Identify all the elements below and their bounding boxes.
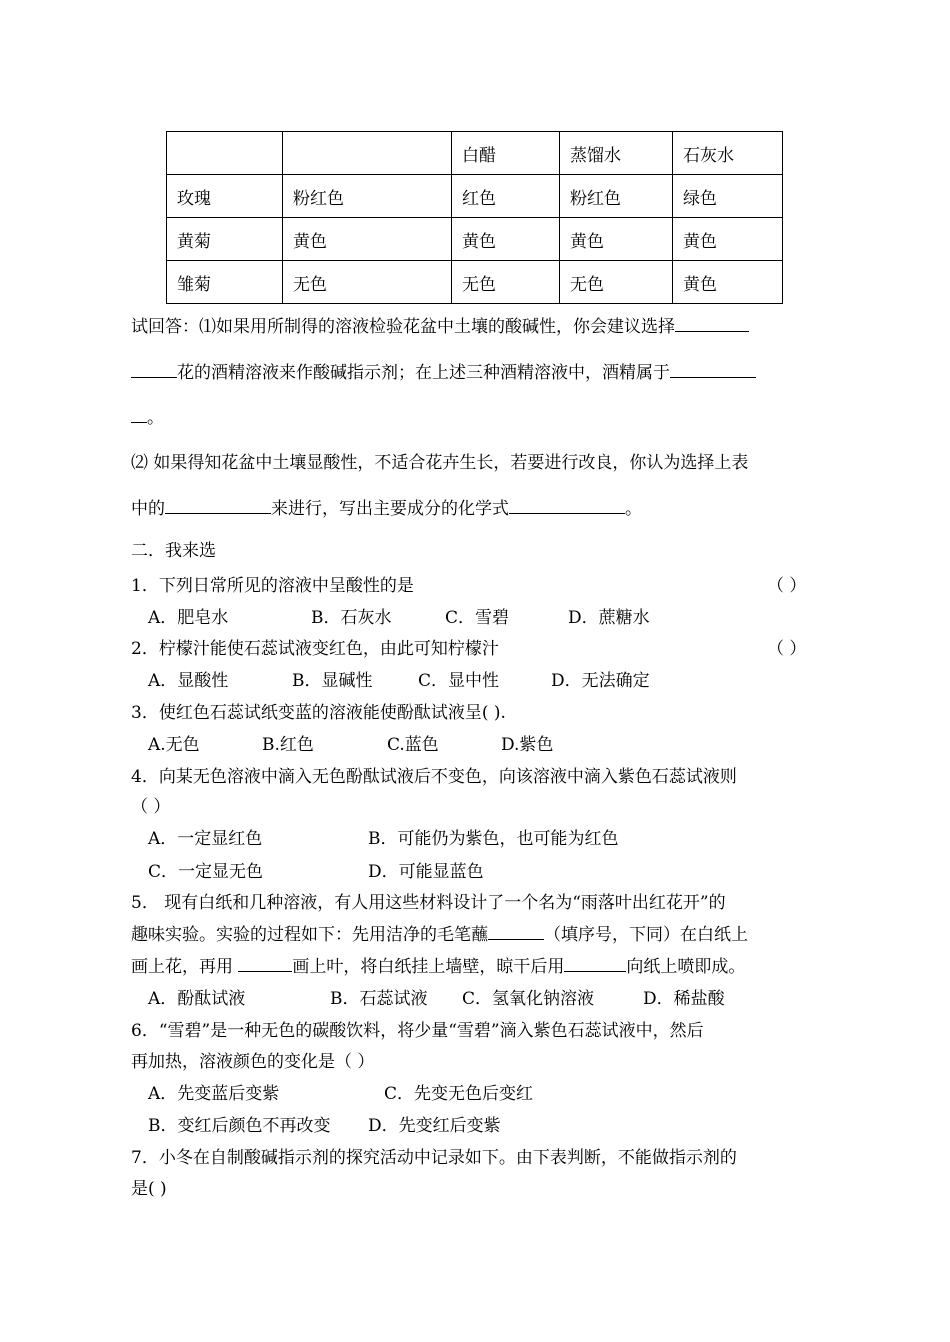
question-3-stem: 3．使红色石蕊试纸变蓝的溶液能使酚酞试液呈( ). (131, 703, 506, 723)
answer-text: 花的酒精溶液来作酸碱指示剂；在上述三种酒精溶液中，酒精属于 (177, 363, 670, 383)
table-cell: 无色 (560, 261, 673, 304)
option[interactable]: D．稀盐酸 (643, 989, 725, 1009)
option[interactable]: A．一定显红色 (148, 829, 263, 849)
question-text: 画上叶，将白纸挂上墙壁，晾干后用 (292, 957, 565, 977)
option[interactable]: B．变红后颜色不再改变 (148, 1116, 331, 1136)
table-row (167, 175, 783, 218)
table-cell: 黄色 (560, 218, 673, 261)
option[interactable]: A．酚酞试液 (148, 989, 246, 1009)
answer-blank[interactable] (131, 405, 147, 423)
question-1-stem: 1．下列日常所见的溶液中呈酸性的是 (131, 576, 414, 596)
question-7-line-2: 是( ) (131, 1179, 167, 1199)
option[interactable]: A．肥皂水 (148, 608, 229, 628)
answer-text: 。 (625, 499, 642, 519)
section-title: 二．我来选 (131, 541, 216, 561)
answer-paren[interactable]: （ ） (131, 797, 171, 817)
option[interactable]: B．显碱性 (292, 671, 373, 691)
table-cell: 粉红色 (560, 175, 673, 218)
option[interactable]: A．先变蓝后变紫 (148, 1084, 280, 1104)
answer-text: 来进行，写出主要成分的化学式 (271, 499, 509, 519)
table-cell: 黄色 (673, 218, 783, 261)
question-5-line-2 (131, 920, 748, 945)
option[interactable]: C．先变无色后变红 (384, 1084, 534, 1104)
answer-blank[interactable] (165, 496, 271, 514)
table-cell: 无色 (283, 261, 452, 304)
question-text: （填序号，下同）在白纸上 (544, 925, 748, 945)
question-7-line-1: 7．小冬在自制酸碱指示剂的探究活动中记录如下。由下表判断，不能做指示剂的 (131, 1148, 737, 1168)
table-cell (167, 132, 283, 175)
answer-paren[interactable]: （ ） (767, 576, 807, 596)
option[interactable]: D．蔗糖水 (568, 608, 650, 628)
option[interactable]: D．可能显蓝色 (368, 862, 484, 882)
option[interactable]: C．显中性 (418, 671, 500, 691)
answer-blank[interactable] (509, 496, 625, 514)
table-cell: 黄色 (452, 218, 560, 261)
answer-text: 试回答：⑴如果用所制得的溶液检验花盆中土壤的酸碱性，你会建议选择 (131, 317, 675, 337)
option[interactable]: B．可能仍为紫色，也可能为红色 (368, 829, 619, 849)
table-cell: 无色 (452, 261, 560, 304)
question-text: 画上花，再用 (131, 957, 239, 977)
table-header-row (167, 132, 783, 175)
table-row (167, 218, 783, 261)
table-cell: 黄色 (673, 261, 783, 304)
answer-line-5 (131, 494, 642, 519)
option[interactable]: B.红色 (262, 735, 314, 755)
option[interactable]: C．雪碧 (445, 608, 510, 628)
answer-text: ⑵ 如果得知花盆中土壤显酸性，不适合花卉生长，若要进行改良，你认为选择上表 (131, 453, 749, 473)
question-text: 趣味实验。实验的过程如下：先用洁净的毛笔蘸 (131, 925, 488, 945)
table-cell: 白醋 (452, 132, 560, 175)
table-cell: 雏菊 (167, 261, 283, 304)
question-6-line-2: 再加热，溶液颜色的变化是（ ） (131, 1052, 375, 1072)
answer-line-2 (131, 358, 756, 383)
answer-line-3 (131, 403, 164, 428)
option[interactable]: B．石灰水 (311, 608, 392, 628)
option[interactable]: A.无色 (148, 735, 200, 755)
answer-line-1 (131, 312, 749, 337)
answer-blank[interactable] (131, 360, 177, 378)
question-5-line-1: 5． 现有白纸和几种溶液，有人用这些材料设计了一个名为“雨落叶出红花开”的 (131, 893, 726, 913)
option[interactable]: D.紫色 (501, 735, 554, 755)
answer-blank[interactable] (564, 954, 626, 972)
answer-text: 。 (147, 408, 164, 428)
answer-blank[interactable] (488, 922, 544, 940)
question-4-stem: 4．向某无色溶液中滴入无色酚酞试液后不变色，向该溶液中滴入紫色石蕊试液则 (131, 767, 737, 787)
option[interactable]: C．氢氧化钠溶液 (462, 989, 595, 1009)
table-cell: 红色 (452, 175, 560, 218)
answer-line-4 (131, 448, 748, 473)
option[interactable]: D．先变红后变紫 (368, 1116, 501, 1136)
option[interactable]: D．无法确定 (551, 671, 650, 691)
question-text: 向纸上喷即成。 (626, 957, 746, 977)
option[interactable]: B．石蕊试液 (330, 989, 428, 1009)
indicator-table (166, 131, 783, 304)
answer-text: 中的 (131, 499, 165, 519)
table-cell: 玫瑰 (167, 175, 283, 218)
answer-paren[interactable]: （ ） (767, 639, 807, 659)
question-6-line-1: 6．“雪碧”是一种无色的碳酸饮料，将少量“雪碧”滴入紫色石蕊试液中，然后 (131, 1021, 704, 1041)
question-2-stem: 2．柠檬汁能使石蕊试液变红色，由此可知柠檬汁 (131, 639, 499, 659)
table-row (167, 261, 783, 304)
table-cell: 黄菊 (167, 218, 283, 261)
question-5-line-3 (131, 952, 745, 977)
table-cell: 黄色 (283, 218, 452, 261)
answer-blank[interactable] (675, 314, 749, 332)
table-cell: 绿色 (673, 175, 783, 218)
answer-blank[interactable] (238, 954, 292, 972)
option[interactable]: A．显酸性 (148, 671, 229, 691)
table-cell (283, 132, 452, 175)
option[interactable]: C.蓝色 (387, 735, 439, 755)
table-cell: 蒸馏水 (560, 132, 673, 175)
answer-blank[interactable] (670, 360, 756, 378)
table-cell: 石灰水 (673, 132, 783, 175)
table-cell: 粉红色 (283, 175, 452, 218)
option[interactable]: C．一定显无色 (148, 862, 264, 882)
